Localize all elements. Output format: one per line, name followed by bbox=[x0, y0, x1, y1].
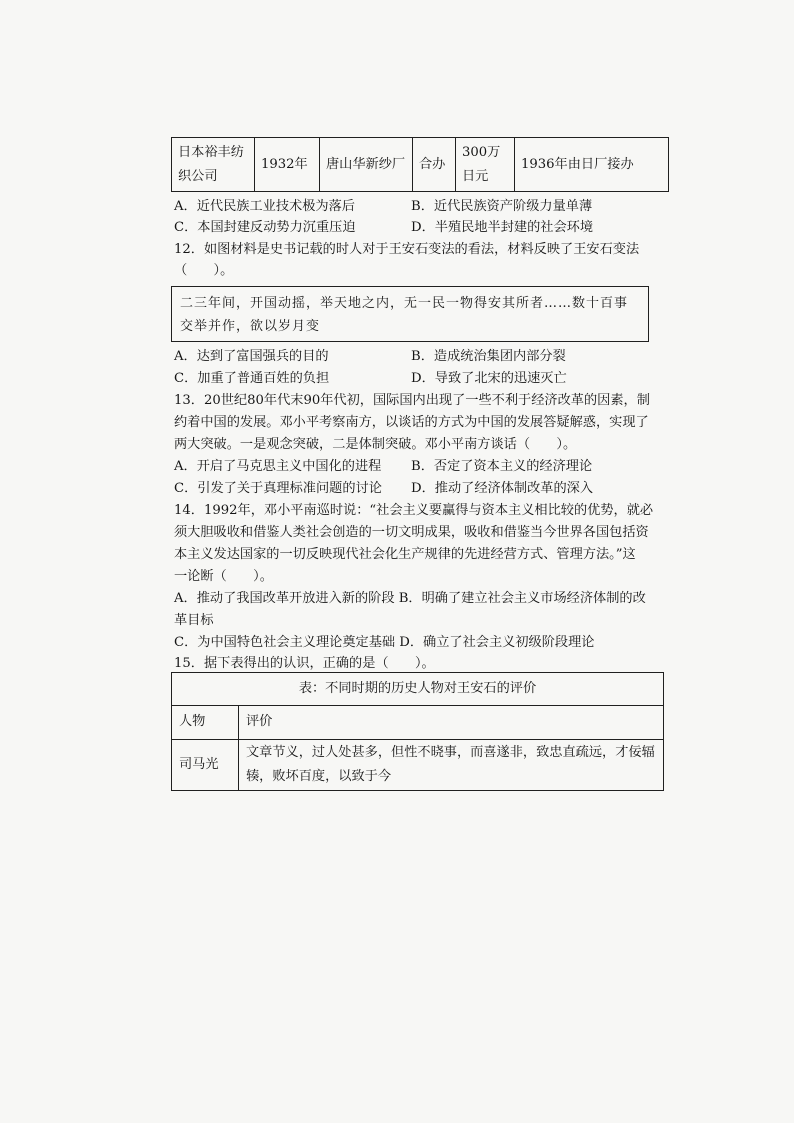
q11-option-d: D．半殖民地半封建的社会环境 bbox=[411, 220, 594, 235]
q13-stem-line: 约着中国的发展。邓小平考察南方，以谈话的方式为中国的发展答疑解惑，实现了 bbox=[174, 415, 649, 430]
q14-stem-line: 14．1992年，邓小平南巡时说：“社会主义要赢得与资本主义相比较的优势，就必 bbox=[174, 503, 654, 518]
q13-option-c: C．引发了关于真理标准问题的讨论 bbox=[174, 481, 382, 496]
q11-option-c: C．本国封建反动势力沉重压迫 bbox=[174, 220, 356, 235]
q14-options-ab-cont: 革目标 bbox=[174, 613, 214, 628]
q12-quote-box: 二三年间，开国动摇，举天地之内，无一民一物得安其所者……数十百事交举并作，欲以岁月变 bbox=[171, 286, 649, 342]
q14-stem-line: 本主义发达国家的一切反映现代社会化生产规律的先进经营方式、管理方法。”这 bbox=[174, 547, 636, 562]
table-cell: 文章节义，过人处甚多，但性不晓事，而喜遂非，致忠直疏远，才佞辐辏，败坏百度，以致于今 bbox=[239, 739, 664, 790]
table-row bbox=[172, 138, 669, 192]
evaluation-table bbox=[171, 672, 664, 791]
q11-option-b: B．近代民族资产阶级力量单薄 bbox=[411, 199, 593, 214]
table-cell: 300万日元 bbox=[456, 138, 515, 192]
q12-option-b: B．造成统治集团内部分裂 bbox=[411, 349, 566, 364]
table-row bbox=[172, 673, 664, 706]
table-cell: 1932年 bbox=[255, 138, 320, 192]
table-cell: 日本裕丰纺织公司 bbox=[172, 138, 255, 192]
table-header: 评价 bbox=[239, 706, 664, 739]
factory-table bbox=[171, 137, 669, 192]
q14-stem-line: 一论断（ ）。 bbox=[174, 569, 273, 584]
table-cell: 唐山华新纱厂 bbox=[320, 138, 413, 192]
table-header: 人物 bbox=[172, 706, 239, 739]
q12-option-d: D．导致了北宋的迅速灭亡 bbox=[411, 371, 567, 386]
table-cell: 司马光 bbox=[172, 739, 239, 790]
q13-option-d: D．推动了经济体制改革的深入 bbox=[411, 481, 594, 496]
table-row bbox=[172, 706, 664, 739]
q12-option-a: A．达到了富国强兵的目的 bbox=[174, 349, 329, 364]
q11-option-a: A．近代民族工业技术极为落后 bbox=[174, 199, 355, 214]
table-cell: 合办 bbox=[413, 138, 456, 192]
table-caption: 表：不同时期的历史人物对王安石的评价 bbox=[172, 673, 664, 706]
q12-option-c: C．加重了普通百姓的负担 bbox=[174, 371, 330, 386]
q14-options-cd: C．为中国特色社会主义理论奠定基础 D．确立了社会主义初级阶段理论 bbox=[174, 635, 595, 650]
q13-stem-line: 两大突破。一是观念突破，二是体制突破。邓小平南方谈话（ ）。 bbox=[174, 437, 577, 452]
q14-options-ab: A．推动了我国改革开放进入新的阶段 B．明确了建立社会主义市场经济体制的改 bbox=[174, 591, 646, 606]
q12-stem: 12．如图材料是史书记载的时人对于王安石变法的看法，材料反映了王安石变法 bbox=[174, 242, 640, 257]
q14-stem-line: 须大胆吸收和借鉴人类社会创造的一切文明成果，吸收和借鉴当今世界各国包括资 bbox=[174, 525, 649, 540]
q15-stem: 15．据下表得出的认识，正确的是（ ）。 bbox=[174, 656, 435, 671]
table-row bbox=[172, 739, 664, 790]
table-cell: 1936年由日厂接办 bbox=[515, 138, 669, 192]
q13-option-a: A．开启了马克思主义中国化的进程 bbox=[174, 459, 382, 474]
q13-stem-line: 13．20世纪80年代末90年代初，国际国内出现了一些不利于经济改革的因素，制 bbox=[174, 393, 650, 408]
q13-option-b: B．否定了资本主义的经济理论 bbox=[411, 459, 593, 474]
q12-stem-blank: （ ）。 bbox=[174, 263, 234, 278]
